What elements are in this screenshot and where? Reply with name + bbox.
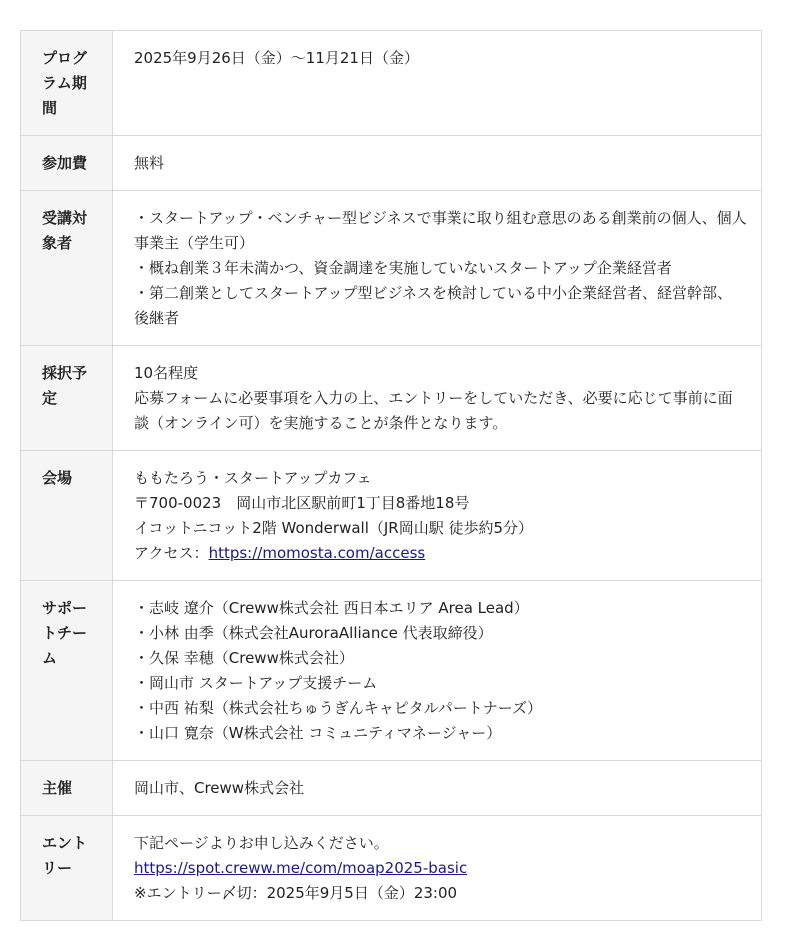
row-label: 受講対象者	[21, 191, 113, 346]
access-link[interactable]: https://momosta.com/access	[208, 544, 426, 562]
value-line: 岡山市、Creww株式会社	[134, 779, 305, 797]
team-member: ・岡山市 スタートアップ支援チーム	[134, 674, 378, 692]
row-value	[113, 816, 762, 921]
entry-deadline: ※エントリー〆切：2025年9月5日（金）23:00	[134, 884, 458, 902]
entry-link-line	[134, 856, 747, 881]
row-value	[113, 31, 762, 136]
team-member: ・志岐 遼介（Creww株式会社 西日本エリア Area Lead）	[134, 599, 529, 617]
value-line: 下記ページよりお申し込みください。	[134, 834, 389, 852]
value-line: ・スタートアップ・ベンチャー型ビジネスで事業に取り組む意思のある創業前の個人、個人事業主（学生可）	[134, 209, 747, 252]
value-line: ・第二創業としてスタートアップ型ビジネスを検討している中小企業経営者、経営幹部、後継者	[134, 284, 733, 327]
table-row-entry	[21, 816, 762, 921]
row-label: 参加費	[21, 136, 113, 191]
row-label: プログラム期間	[21, 31, 113, 136]
table-row-eligibility	[21, 191, 762, 346]
entry-link[interactable]: https://spot.creww.me/com/moap2025-basic	[134, 859, 468, 877]
access-line	[134, 541, 747, 566]
table-row-selection	[21, 346, 762, 451]
row-value	[113, 761, 762, 816]
value-line: 10名程度	[134, 364, 199, 382]
table-row-organizer	[21, 761, 762, 816]
value-line: 2025年9月26日（金）〜11月21日（金）	[134, 49, 419, 67]
value-line: 〒700-0023 岡山市北区駅前町1丁目8番地18号	[134, 494, 470, 512]
table-row-venue	[21, 451, 762, 581]
row-label: 採択予定	[21, 346, 113, 451]
row-label: 主催	[21, 761, 113, 816]
value-line: 無料	[134, 154, 165, 172]
team-member: ・山口 寛奈（W株式会社 コミュニティマネージャー）	[134, 724, 502, 742]
value-line: ももたろう・スタートアップカフェ	[134, 469, 372, 487]
access-prefix: アクセス：	[134, 544, 209, 562]
row-value	[113, 191, 762, 346]
value-line: ・概ね創業３年未満かつ、資金調達を実施していないスタートアップ企業経営者	[134, 259, 672, 277]
row-value	[113, 346, 762, 451]
table-row-support-team	[21, 581, 762, 761]
program-info-table	[20, 30, 762, 921]
value-line: イコットニコット2階 Wonderwall（JR岡山駅 徒歩約5分）	[134, 519, 534, 537]
team-member: ・小林 由季（株式会社AuroraAlliance 代表取締役）	[134, 624, 493, 642]
team-member: ・久保 幸穂（Creww株式会社）	[134, 649, 354, 667]
row-label: エントリー	[21, 816, 113, 921]
value-line: 応募フォームに必要事項を入力の上、エントリーをしていただき、必要に応じて事前に面談（オンライン可）を実施することが条件となります。	[134, 389, 733, 432]
row-value	[113, 581, 762, 761]
row-label: 会場	[21, 451, 113, 581]
table-row-fee	[21, 136, 762, 191]
row-label: サポートチーム	[21, 581, 113, 761]
table-row-program-period	[21, 31, 762, 136]
row-value	[113, 451, 762, 581]
row-value	[113, 136, 762, 191]
team-member: ・中西 祐梨（株式会社ちゅうぎんキャピタルパートナーズ）	[134, 699, 542, 717]
